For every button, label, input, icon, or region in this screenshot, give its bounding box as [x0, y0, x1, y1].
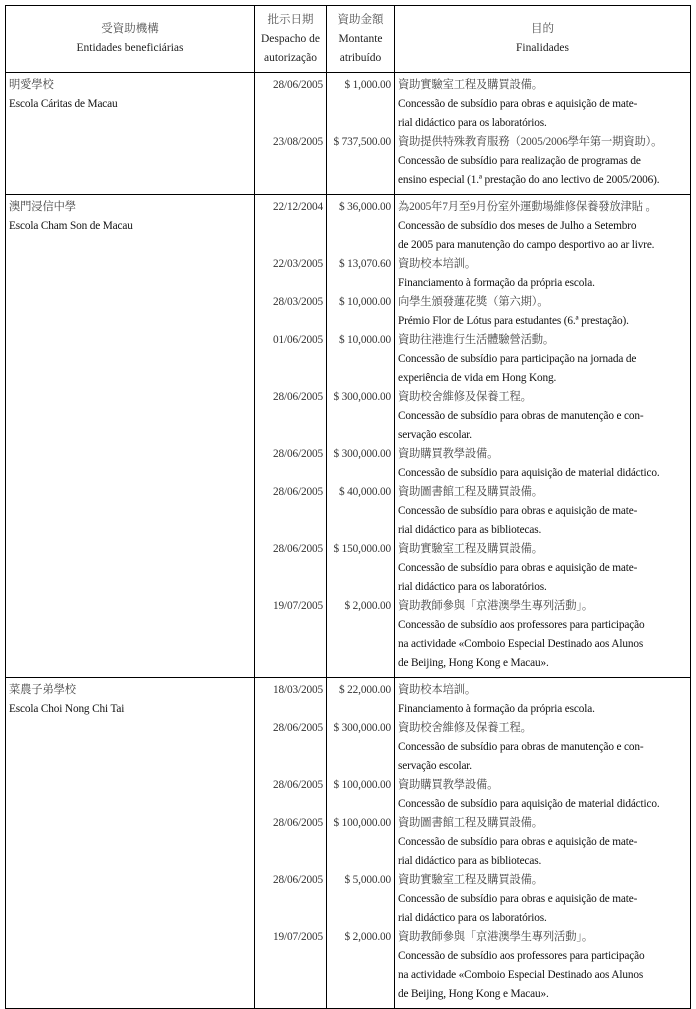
authorization-date: 28/06/2005: [273, 486, 323, 498]
purpose-pt-line: Concessão de subsídio para obras e aquisição de mate-: [398, 562, 638, 574]
purpose-pt-line: Financiamento à formação da própria escola.: [398, 703, 595, 715]
purpose-pt-line: Concessão de subsídio para obras de manutenção e con-: [398, 410, 644, 422]
purpose-pt-line: de Beijing, Hong Kong e Macau».: [398, 657, 549, 669]
spacer: [255, 757, 323, 776]
header-amount-zh: 資助金額: [337, 13, 384, 26]
purpose-pt-line: Concessão de subsídio para realização de programas de: [398, 155, 641, 167]
spacer: [327, 833, 391, 852]
school-name-pt: Escola Cham Son de Macau: [9, 220, 133, 232]
purpose-zh: 資助實驗室工程及購買設備。: [398, 79, 543, 91]
spacer: [327, 236, 391, 255]
header-date-pt2: autorização: [264, 51, 317, 64]
amount-cell: [327, 195, 395, 678]
spacer: [255, 578, 323, 597]
spacer: [255, 795, 323, 814]
authorization-date: 28/06/2005: [273, 874, 323, 886]
date-cell: [255, 678, 327, 1009]
spacer: [327, 312, 391, 331]
purpose-pt-line: servação escolar.: [398, 760, 472, 772]
spacer: [255, 947, 323, 966]
header-entity-zh: 受資助機構: [101, 23, 159, 35]
amount: $ 1,000.00: [344, 79, 391, 91]
spacer: [327, 350, 391, 369]
spacer: [327, 985, 391, 1004]
spacer: [327, 217, 391, 236]
spacer: [327, 578, 391, 597]
spacer: [327, 654, 391, 673]
spacer: [327, 95, 391, 114]
purpose-pt-line: ensino especial (1.ª prestação do ano lectivo de 2005/2006).: [398, 174, 660, 186]
spacer: [255, 312, 323, 331]
spacer: [255, 635, 323, 654]
header-date-zh: 批示日期: [267, 13, 314, 26]
spacer: [255, 909, 323, 928]
spacer: [255, 559, 323, 578]
spacer: [327, 521, 391, 540]
amount: $ 100,000.00: [333, 817, 391, 829]
spacer: [255, 833, 323, 852]
spacer: [327, 700, 391, 719]
purpose-zh: 資助實驗室工程及購買設備。: [398, 874, 543, 886]
amount: $ 5,000.00: [344, 874, 391, 886]
purpose-zh: 資助圖書館工程及購買設備。: [398, 486, 543, 498]
date-cell: [255, 73, 327, 195]
spacer: [255, 114, 323, 133]
purpose-pt-line: servação escolar.: [398, 429, 472, 441]
amount-cell: [327, 678, 395, 1009]
spacer: [327, 274, 391, 293]
spacer: [255, 407, 323, 426]
amount: $ 40,000.00: [338, 486, 391, 498]
amount: $ 300,000.00: [333, 722, 391, 734]
school-name-zh: 菜農子弟學校: [9, 684, 76, 696]
purpose-pt-line: Concessão de subsídio para participação na jornada de: [398, 353, 637, 365]
date-cell: [255, 195, 327, 678]
spacer: [255, 985, 323, 1004]
spacer: [327, 369, 391, 388]
purpose-pt-line: Prémio Flor de Lótus para estudantes (6.ª prestação).: [398, 315, 629, 327]
school-name-zh: 澳門浸信中學: [9, 201, 76, 213]
spacer: [255, 852, 323, 871]
purpose-zh: 資助教師參與「京港澳學生專列活動」。: [398, 931, 593, 943]
purpose-zh: 資助校本培訓。: [398, 258, 477, 270]
spacer: [327, 966, 391, 985]
purpose-zh: 資助圖書館工程及購買設備。: [398, 817, 543, 829]
authorization-date: 28/06/2005: [273, 543, 323, 555]
authorization-date: 22/12/2004: [273, 201, 323, 213]
spacer: [255, 171, 323, 190]
purpose-zh: 資助教師參與「京港澳學生專列活動」。: [398, 600, 593, 612]
school-cell: [6, 195, 255, 678]
authorization-date: 28/06/2005: [273, 722, 323, 734]
header-purpose: [395, 6, 691, 73]
authorization-date: 18/03/2005: [273, 684, 323, 696]
purpose-pt-line: Concessão de subsídio para obras e aquisição de mate-: [398, 505, 638, 517]
spacer: [255, 274, 323, 293]
purpose-pt-line: Concessão de subsídio para aquisição de material didáctico.: [398, 798, 660, 810]
spacer: [255, 95, 323, 114]
spacer: [255, 738, 323, 757]
amount: $ 13,070.60: [338, 258, 391, 270]
authorization-date: 28/06/2005: [273, 779, 323, 791]
purpose-pt-line: Concessão de subsídio aos professores para participação: [398, 619, 645, 631]
purpose-zh: 資助往港進行生活體驗營活動。: [398, 334, 555, 346]
amount: $ 737,500.00: [333, 136, 391, 148]
purpose-pt-line: rial didáctico para as bibliotecas.: [398, 855, 542, 867]
purpose-pt-line: Concessão de subsídio para obras e aquisição de mate-: [398, 98, 638, 110]
purpose-pt-line: de Beijing, Hong Kong e Macau».: [398, 988, 549, 1000]
amount: $ 22,000.00: [338, 684, 391, 696]
header-date-pt1: Despacho de: [260, 32, 321, 45]
authorization-date: 28/06/2005: [273, 391, 323, 403]
spacer: [327, 947, 391, 966]
purpose-cell: [395, 195, 691, 678]
spacer: [255, 369, 323, 388]
authorization-date: 19/07/2005: [273, 931, 323, 943]
purpose-zh: 資助購買教學設備。: [398, 779, 499, 791]
school-name-pt: Escola Cáritas de Macau: [9, 98, 118, 110]
spacer: [255, 654, 323, 673]
purpose-pt-line: rial didáctico para as bibliotecas.: [398, 524, 542, 536]
spacer: [327, 464, 391, 483]
amount: $ 100,000.00: [333, 779, 391, 791]
school-name-zh: 明愛學校: [9, 79, 54, 91]
purpose-zh: 向學生頒發蓮花獎（第六期）。: [398, 296, 549, 308]
spacer: [255, 616, 323, 635]
authorization-date: 28/03/2005: [273, 296, 323, 308]
spacer: [255, 236, 323, 255]
spacer: [327, 852, 391, 871]
authorization-date: 01/06/2005: [273, 334, 323, 346]
authorization-date: 28/06/2005: [273, 79, 323, 91]
amount: $ 300,000.00: [333, 448, 391, 460]
spacer: [255, 217, 323, 236]
purpose-pt-line: experiência de vida em Hong Kong.: [398, 372, 557, 384]
authorization-date: 28/06/2005: [273, 448, 323, 460]
purpose-pt-line: rial didáctico para os laboratórios.: [398, 117, 547, 129]
spacer: [255, 521, 323, 540]
purpose-pt-line: Concessão de subsídio para obras e aquisição de mate-: [398, 836, 638, 848]
purpose-pt-line: Concessão de subsídio para aquisição de material didáctico.: [398, 467, 660, 479]
header-entity: [6, 6, 255, 73]
spacer: [327, 426, 391, 445]
amount: $ 300,000.00: [333, 391, 391, 403]
purpose-zh: 資助校舍維修及保養工程。: [398, 722, 532, 734]
spacer: [327, 757, 391, 776]
spacer: [327, 114, 391, 133]
school-name-pt: Escola Choi Nong Chi Tai: [9, 703, 125, 715]
authorization-date: 19/07/2005: [273, 600, 323, 612]
purpose-pt-line: Concessão de subsídio para obras de manutenção e con-: [398, 741, 644, 753]
spacer: [255, 966, 323, 985]
authorization-date: 28/06/2005: [273, 817, 323, 829]
spacer: [327, 909, 391, 928]
spacer: [255, 890, 323, 909]
school-cell: [6, 678, 255, 1009]
amount: $ 36,000.00: [338, 201, 391, 213]
purpose-cell: [395, 678, 691, 1009]
purpose-pt-line: Concessão de subsídio aos professores para participação: [398, 950, 645, 962]
spacer: [327, 635, 391, 654]
subsidy-table: [5, 5, 691, 1009]
school-row: [6, 73, 691, 195]
amount: $ 150,000.00: [333, 543, 391, 555]
purpose-zh: 資助購買教學設備。: [398, 448, 499, 460]
header-purpose-zh: 目的: [531, 23, 554, 35]
purpose-pt-line: rial didáctico para os laboratórios.: [398, 581, 547, 593]
header-amount: [327, 6, 395, 73]
spacer: [255, 700, 323, 719]
authorization-date: 23/08/2005: [273, 136, 323, 148]
spacer: [255, 152, 323, 171]
header-amount-pt1: Montante: [338, 32, 383, 45]
purpose-pt-line: rial didáctico para os laboratórios.: [398, 912, 547, 924]
header-amount-pt2: atribuído: [339, 51, 382, 64]
spacer: [327, 502, 391, 521]
amount: $ 10,000.00: [338, 334, 391, 346]
authorization-date: 22/03/2005: [273, 258, 323, 270]
spacer: [327, 738, 391, 757]
purpose-zh: 資助實驗室工程及購買設備。: [398, 543, 543, 555]
spacer: [255, 464, 323, 483]
purpose-pt-line: na actividade «Comboio Especial Destinado aos Alunos: [398, 638, 644, 650]
amount: $ 2,000.00: [344, 931, 391, 943]
spacer: [327, 152, 391, 171]
school-cell: [6, 73, 255, 195]
purpose-pt-line: Concessão de subsídio para obras e aquisição de mate-: [398, 893, 638, 905]
school-row: [6, 195, 691, 678]
table-header-row: [6, 6, 691, 73]
spacer: [255, 350, 323, 369]
amount: $ 2,000.00: [344, 600, 391, 612]
purpose-zh: 為2005年7月至9月份室外運動場維修保養發放津貼 。: [398, 201, 657, 213]
spacer: [255, 426, 323, 445]
purpose-pt-line: de 2005 para manutenção do campo desportivo ao ar livre.: [398, 239, 655, 251]
header-date: [255, 6, 327, 73]
school-row: [6, 678, 691, 1009]
purpose-zh: 資助校舍維修及保養工程。: [398, 391, 532, 403]
spacer: [327, 171, 391, 190]
spacer: [327, 890, 391, 909]
spacer: [327, 795, 391, 814]
amount-cell: [327, 73, 395, 195]
header-entity-pt: Entidades beneficiárias: [76, 42, 184, 54]
header-purpose-pt: Finalidades: [515, 42, 570, 54]
spacer: [255, 502, 323, 521]
purpose-pt-line: Financiamento à formação da própria escola.: [398, 277, 595, 289]
purpose-zh: 資助提供特殊教育服務（2005/2006學年第一期資助）。: [398, 136, 663, 148]
amount: $ 10,000.00: [338, 296, 391, 308]
spacer: [327, 559, 391, 578]
purpose-pt-line: Concessão de subsídio dos meses de Julho a Setembro: [398, 220, 637, 232]
spacer: [327, 407, 391, 426]
purpose-pt-line: na actividade «Comboio Especial Destinado aos Alunos: [398, 969, 644, 981]
purpose-zh: 資助校本培訓。: [398, 684, 477, 696]
spacer: [327, 616, 391, 635]
purpose-cell: [395, 73, 691, 195]
